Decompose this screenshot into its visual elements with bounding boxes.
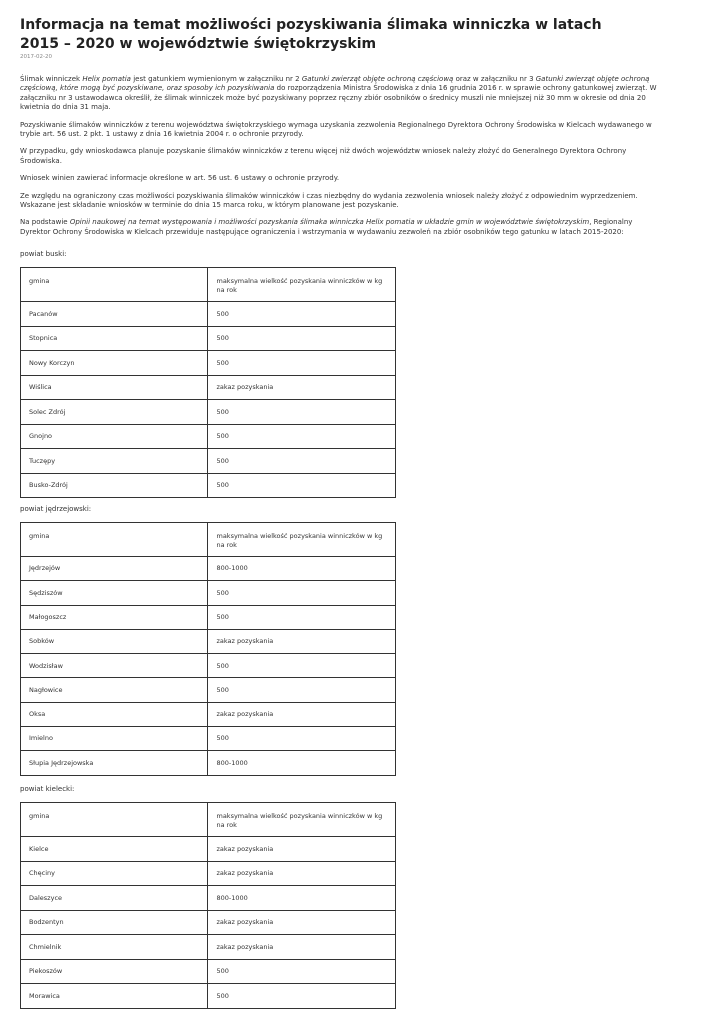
table-row [21,424,396,449]
text-run: do rozporządzenia Ministra Środowiska z dnia 16 grudnia 2016 r. w sprawie ochrony gatunkowej zwierząt. W załączniku nr 3 ustawodawca określił, że ślimak winniczek może być pozyskiwany poprzez ręczny zbiór osobników o średnicy muszli nie mniejszej niż 30 mm w okresie od dnia 20 kwietnia do dnia 31 maja. [20,84,657,112]
harvest-limits-table [20,267,396,498]
column-header-max-harvest: maksymalna wielkość pozyskania winniczków w kg na rok [208,268,396,302]
harvest-limit-cell: 500 [208,400,396,425]
harvest-limit-cell: 500 [208,326,396,351]
paragraph [20,192,662,211]
table-header-row [21,803,396,837]
text-run: Na podstawie [20,218,70,227]
gmina-cell: Oksa [21,702,208,726]
gmina-cell: Morawica [21,984,208,1009]
italic-text: Opinii naukowej na temat występowania i możliwości pozyskania ślimaka winniczka Helix pomatia w układzie gmin w województwie świętokrzyskim [69,218,590,227]
table-row [21,375,396,400]
harvest-limit-cell: 500 [208,351,396,376]
harvest-limit-cell: zakaz pozyskania [208,935,396,960]
harvest-limit-cell: 500 [208,424,396,449]
harvest-limit-cell: 500 [208,581,396,605]
gmina-cell: Wodzisław [21,654,208,678]
gmina-cell: Pacanów [21,302,208,327]
paragraph [20,147,662,166]
gmina-cell: Solec Zdrój [21,400,208,425]
column-header-gmina: gmina [21,803,208,837]
gmina-cell: Piekoszów [21,959,208,984]
harvest-limit-cell: 800-1000 [208,557,396,581]
harvest-limit-cell: 500 [208,654,396,678]
harvest-limit-cell: 500 [208,302,396,327]
table-row [21,605,396,629]
text-run: , Regionalny Dyrektor Ochrony Środowiska w Kielcach przewiduje następujące ograniczenia i wstrzymania w wydawaniu zezwoleń na zbiór osobników tego gatunku w latach 2015-2020: [20,218,633,236]
table-row [21,910,396,935]
table-row [21,751,396,775]
table-row [21,326,396,351]
gmina-cell: Nagłowice [21,678,208,702]
gmina-cell: Jędrzejów [21,557,208,581]
text-run: oraz w załączniku nr 3 [453,75,536,83]
italic-text: Gatunki zwierząt objęte ochroną częściową, które mogą być pozyskiwane, oraz sposoby ich pozyskiwania [20,75,650,93]
table-row [21,678,396,702]
gmina-cell: Chęciny [21,861,208,886]
table-row [21,351,396,376]
column-header-max-harvest: maksymalna wielkość pozyskania winniczków w kg na rok [208,523,396,557]
column-header-gmina: gmina [21,268,208,302]
table-row [21,984,396,1009]
table-header-row [21,268,396,302]
text-run: Ze względu na ograniczony czas możliwości pozyskiwania ślimaków winniczków i czas niezbędny do wydania zezwolenia wniosek należy złożyć z odpowiednim wyprzedzeniem. Wskazane jest składanie wniosków w terminie do dnia 15 marca roku, w którym planowane jest pozyskanie. [20,191,638,210]
gmina-cell: Wiślica [21,375,208,400]
gmina-cell: Imielno [21,727,208,751]
column-header-gmina: gmina [21,523,208,557]
gmina-cell: Tuczępy [21,449,208,474]
harvest-limits-table [20,802,396,1009]
paragraph [20,121,662,140]
harvest-limit-cell: zakaz pozyskania [208,837,396,862]
harvest-limit-cell: 500 [208,605,396,629]
table-row [21,935,396,960]
harvest-limit-cell: 500 [208,984,396,1009]
harvest-limit-cell: 500 [208,449,396,474]
harvest-limit-cell: 800-1000 [208,886,396,911]
text-run: Ślimak winniczek [20,75,83,83]
italic-text: Helix pomatia [82,75,131,83]
section-label: powiat buski: [20,250,67,258]
table-row [21,727,396,751]
gmina-cell: Chmielnik [21,935,208,960]
page-title: Informacja na temat możliwości pozyskiwania ślimaka winniczka w latach 2015 – 2020 w województwie świętokrzyskim [20,17,602,52]
gmina-cell: Kielce [21,837,208,862]
italic-text: Gatunki zwierząt objęte ochroną częściową [301,75,454,83]
table-row [21,959,396,984]
table-row [21,449,396,474]
harvest-limit-cell: zakaz pozyskania [208,629,396,653]
harvest-limit-cell: 500 [208,678,396,702]
gmina-cell: Stopnica [21,326,208,351]
gmina-cell: Busko-Zdrój [21,473,208,498]
harvest-limit-cell: zakaz pozyskania [208,910,396,935]
table-row [21,702,396,726]
text-run: Wniosek winien zawierać informacje określone w art. 56 ust. 6 ustawy o ochronie przyrody. [20,174,340,183]
publish-date: 2017-02-20 [20,54,52,60]
gmina-cell: Sędziszów [21,581,208,605]
gmina-cell: Bodzentyn [21,910,208,935]
harvest-limit-cell: zakaz pozyskania [208,702,396,726]
section-label: powiat kielecki: [20,785,75,793]
text-run: Pozyskiwanie ślimaków winniczków z terenu województwa świętokrzyskiego wymaga uzyskania zezwolenia Regionalnego Dyrektora Ochrony Środowiska w Kielcach wydawanego w trybie art. 56 ust. 2 pkt. 1 ustawy z dnia 16 kwietnia 2004 r. o ochronie przyrody. [20,120,652,139]
table-row [21,473,396,498]
harvest-limit-cell: zakaz pozyskania [208,861,396,886]
harvest-limit-cell: 500 [208,473,396,498]
table-row [21,837,396,862]
harvest-limits-table [20,522,396,776]
table-header-row [21,523,396,557]
gmina-cell: Sobków [21,629,208,653]
text-run: W przypadku, gdy wnioskodawca planuje pozyskanie ślimaków winniczków z terenu więcej niż dwóch województw wniosek należy złożyć do Generalnego Dyrektora Ochrony Środowiska. [20,147,627,165]
gmina-cell: Gnojno [21,424,208,449]
table-row [21,581,396,605]
table-row [21,861,396,886]
harvest-limit-cell: 800-1000 [208,751,396,775]
table-row [21,886,396,911]
table-row [21,302,396,327]
table-row [21,654,396,678]
section-label: powiat jędrzejowski: [20,505,92,513]
gmina-cell: Małogoszcz [21,605,208,629]
harvest-limit-cell: 500 [208,727,396,751]
gmina-cell: Daleszyce [21,886,208,911]
paragraph [20,174,662,183]
paragraph [20,218,662,237]
table-row [21,400,396,425]
text-run: jest gatunkiem wymienionym w załączniku nr 2 [130,75,302,83]
article-body [20,75,662,245]
table-row [21,557,396,581]
gmina-cell: Nowy Korczyn [21,351,208,376]
column-header-max-harvest: maksymalna wielkość pozyskania winniczków w kg na rok [208,803,396,837]
harvest-limit-cell: zakaz pozyskania [208,375,396,400]
harvest-limit-cell: 500 [208,959,396,984]
gmina-cell: Słupia Jędrzejowska [21,751,208,775]
table-row [21,629,396,653]
paragraph [20,75,662,113]
